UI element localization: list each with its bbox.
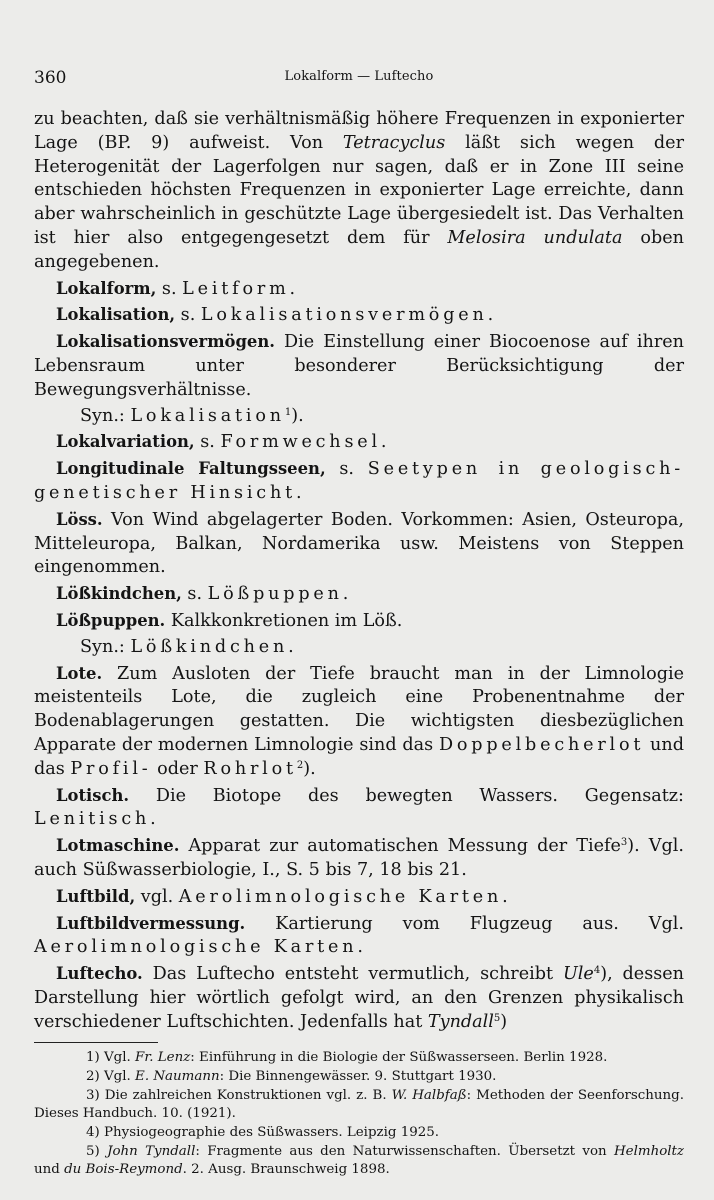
footnote-3: 3) Die zahlreichen Konstruktionen vgl. z. B. W. Halbfaß: Methoden der Seenforschung. Dieses Handbuch. 10. (1921).: [34, 1088, 685, 1122]
entry-loesskindchen: Lößkindchen, s. Lößpuppen.: [56, 584, 353, 605]
headword: Lößkindchen,: [56, 584, 182, 604]
headword: Lote.: [56, 663, 103, 683]
synonym-line: Syn.: Lokalisation$^1$).: [80, 405, 304, 426]
synonym-line: Syn.: Lößkindchen.: [80, 636, 298, 657]
entry-lokalisationsvermoegen: Lokalisationsvermögen. Die Einstellung einer Biocoenose auf ihren Lebensraum unter besonderer Berücksichtigung der Bewegungsverhältnisse.: [34, 332, 684, 400]
page-header: [34, 64, 684, 90]
footnote-4: 4) Physiogeographie des Süßwassers. Leipzig 1925.: [86, 1125, 440, 1141]
entry-luftecho: Luftecho. Das Luftecho entsteht vermutlich, schreibt Ule$^4$), dessen Darstellung hier wörtlich gefolgt wird, an den Grenzen physikalisch verschiedener Luftschichten. Jedenfalls hat Tyndall$^5$): [34, 964, 684, 1032]
headword: Lotmaschine.: [56, 836, 180, 856]
running-head: Lokalform — Luftecho: [284, 69, 434, 84]
footnote-1: 1) Vgl. Fr. Lenz: Einführung in die Biologie der Süßwasserseen. Berlin 1928.: [86, 1050, 608, 1066]
footnote-2: 2) Vgl. E. Naumann: Die Binnengewässer. 9. Stuttgart 1930.: [86, 1069, 497, 1085]
footnotes: [34, 1049, 684, 1179]
entry-lote: Lote. Zum Ausloten der Tiefe braucht man in der Limnologie meistenteils Lote, die zugleich eine Probenentnahme der Bodenablagerungen gestatten. Die wichtigsten diesbezüglichen Apparate der modernen Limnologie sind das Doppelbecherlot und das Profil- oder Rohrlot$^2$).: [34, 663, 684, 779]
headword: Lokalform,: [56, 278, 157, 298]
headword: Luftecho.: [56, 964, 143, 984]
page-body: [34, 108, 684, 1034]
entry-luftbildvermessung: Luftbildvermessung. Kartierung vom Flugzeug aus. Vgl. Aerolimnologische Karten.: [34, 913, 684, 958]
entry-loess: Löss. Von Wind abgelagerter Boden. Vorkommen: Asien, Osteuropa, Mitteleuropa, Balkan, Nordamerika usw. Meistens von Steppen eingenommen.: [34, 509, 684, 578]
footnote-marker: 1: [284, 406, 292, 418]
footnote-marker: 3: [620, 837, 628, 849]
entry-lokalvariation: Lokalvariation, s. Formwechsel.: [56, 432, 391, 453]
headword: Löss.: [56, 509, 103, 529]
footnote-rule: [34, 1042, 158, 1043]
footnote-5: 5) John Tyndall: Fragmente aus den Naturwissenschaften. Übersetzt von Helmholtz und du Bois-Reymond. 2. Ausg. Braunschweig 1898.: [34, 1144, 684, 1178]
entry-lotmaschine: Lotmaschine. Apparat zur automatischen Messung der Tiefe$^3$). Vgl. auch Süßwasserbiologie, I., S. 5 bis 7, 18 bis 21.: [34, 836, 684, 880]
headword: Longitudinale Faltungsseen,: [56, 459, 326, 479]
entry-lotisch: Lotisch. Die Biotope des bewegten Wassers. Gegensatz: Lenitisch.: [34, 785, 684, 830]
page-number: 360: [34, 68, 67, 88]
entry-longitudinale-faltungsseen: Longitudinale Faltungsseen, s. Seetypen in geologisch-genetischer Hinsicht.: [34, 459, 685, 503]
headword: Lotisch.: [56, 785, 130, 805]
footnote-marker: 2: [296, 759, 304, 771]
headword: Lößpuppen.: [56, 610, 166, 630]
entry-luftbild: Luftbild, vgl. Aerolimnologische Karten.: [56, 886, 512, 907]
footnote-marker: 4: [593, 965, 601, 977]
headword: Lokalvariation,: [56, 432, 195, 452]
entry-lokalisation: Lokalisation, s. Lokalisationsvermögen.: [56, 305, 497, 326]
headword: Luftbildvermessung.: [56, 913, 246, 933]
footnote-marker: 5: [493, 1012, 501, 1024]
headword: Lokalisation,: [56, 305, 176, 325]
entry-loesspuppen: Lößpuppen. Kalkkonkretionen im Löß.: [56, 610, 403, 631]
continued-paragraph: zu beachten, daß sie verhältnismäßig höhere Frequenzen in exponierter Lage (BP. 9) aufweist. Von Tetracyclus läßt sich wegen der Heterogenität der Lagerfolgen nur sagen, daß er in Zone III seine entschieden höchsten Frequenzen in exponierter Lage erreichte, dann aber wahrscheinlich in geschützte Lage übergesiedelt ist. Das Verhalten ist hier also entgegengesetzt dem für Melosira undulata oben angegebenen.: [34, 109, 684, 272]
headword: Luftbild,: [56, 886, 136, 906]
headword: Lokalisationsvermögen.: [56, 332, 275, 352]
entry-lokalform: Lokalform, s. Leitform.: [56, 278, 299, 299]
